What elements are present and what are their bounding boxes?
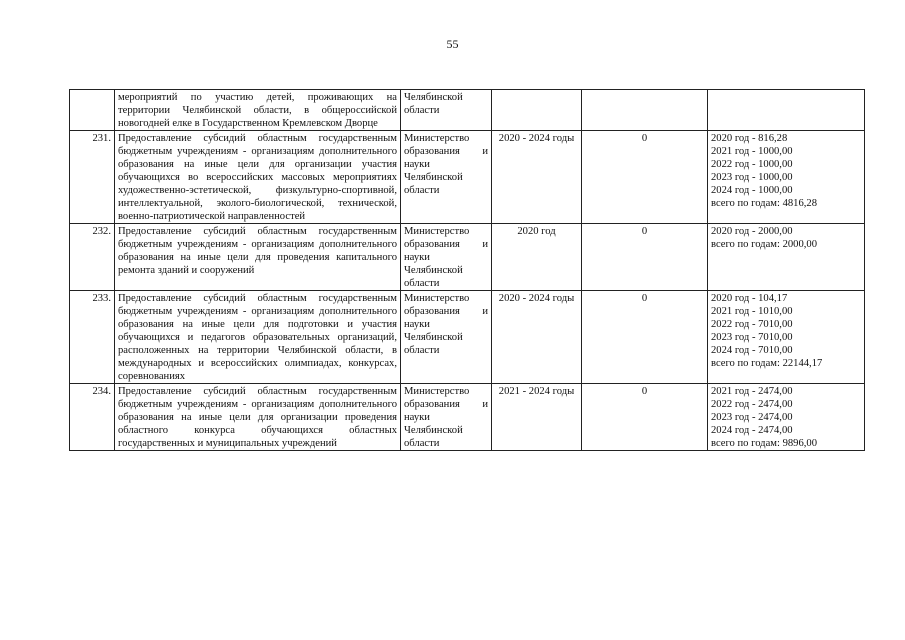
financing-line: всего по годам: 9896,00 [711,438,818,449]
measure-description-cell: Предоставление субсидий областным государственным бюджетным учреждениям - организациям дополнительного образования на иные цели для проведения капитального ремонта зданий и сооружений [115,224,401,291]
measure-description-cell: Предоставление субсидий областным государственным бюджетным учреждениям - организациям дополнительного образования на иные цели для организации участия обучающихся во всероссийских массовых мероприятиях художественно-эстетической, физкультурно-спортивной, интеллектуальной, эколого-биологической, технической, военно-патриотической направленностей [115,131,401,224]
period-cell: 2021 - 2024 годы [492,384,582,451]
row-number-cell: 233. [70,291,115,384]
table-row [70,224,865,291]
executor-cell: Министерство образования и науки Челябинской области [401,131,492,224]
financing-line: 2020 год - 816,28 [711,133,788,144]
measures-table [69,89,865,451]
financing-cell [708,291,865,384]
measure-description-cell: Предоставление субсидий областным государственным бюджетным учреждениям - организациям дополнительного образования на иные цели для организации проведения областного конкурса обучающихся областных государственных и муниципальных учреждений [115,384,401,451]
executor-cell: Министерство образования и науки Челябинской области [401,291,492,384]
financing-cell [708,90,865,131]
source-cell: 0 [582,131,708,224]
row-number-cell: 232. [70,224,115,291]
executor-cell: Министерство образования и науки Челябинской области [401,384,492,451]
financing-cell [708,131,865,224]
financing-line: 2020 год - 104,17 [711,293,788,304]
financing-cell [708,384,865,451]
row-number-cell [70,90,115,131]
executor-cell: Челябинской области [401,90,492,131]
source-cell: 0 [582,291,708,384]
financing-line: 2021 год - 1010,00 [711,306,793,317]
executor-cell: Министерство образования и науки Челябинской области [401,224,492,291]
period-cell: 2020 - 2024 годы [492,291,582,384]
measure-description-cell: мероприятий по участию детей, проживающих на территории Челябинской области, в общероссийской новогодней елке в Государственном Кремлевском Дворце [115,90,401,131]
financing-line: 2022 год - 2474,00 [711,399,793,410]
financing-line: 2022 год - 1000,00 [711,159,793,170]
period-cell [492,90,582,131]
financing-line: всего по годам: 2000,00 [711,239,818,250]
financing-line: 2024 год - 2474,00 [711,425,793,436]
source-cell [582,90,708,131]
financing-line: 2023 год - 7010,00 [711,332,793,343]
table-body [70,90,865,451]
financing-line: 2020 год - 2000,00 [711,226,793,237]
row-number-cell: 231. [70,131,115,224]
financing-line: 2024 год - 7010,00 [711,345,793,356]
financing-line: всего по годам: 22144,17 [711,358,823,369]
row-number-cell: 234. [70,384,115,451]
table-row [70,291,865,384]
financing-line: 2023 год - 2474,00 [711,412,793,423]
financing-cell [708,224,865,291]
page-number: 55 [446,37,459,51]
financing-line: 2023 год - 1000,00 [711,172,793,183]
financing-line: 2022 год - 7010,00 [711,319,793,330]
source-cell: 0 [582,384,708,451]
source-cell: 0 [582,224,708,291]
financing-line: 2024 год - 1000,00 [711,185,793,196]
financing-line: всего по годам: 4816,28 [711,198,818,209]
table-row [70,131,865,224]
financing-line: 2021 год - 1000,00 [711,146,793,157]
financing-line: 2021 год - 2474,00 [711,386,793,397]
table-row [70,90,865,131]
measure-description-cell: Предоставление субсидий областным государственным бюджетным учреждениям - организациям дополнительного образования на иные цели для подготовки и участия обучающихся и педагогов образовательных организаций, расположенных на территории Челябинской области, в международных и всероссийских олимпиадах, конкурсах, соревнованиях [115,291,401,384]
table-row [70,384,865,451]
period-cell: 2020 - 2024 годы [492,131,582,224]
period-cell: 2020 год [492,224,582,291]
